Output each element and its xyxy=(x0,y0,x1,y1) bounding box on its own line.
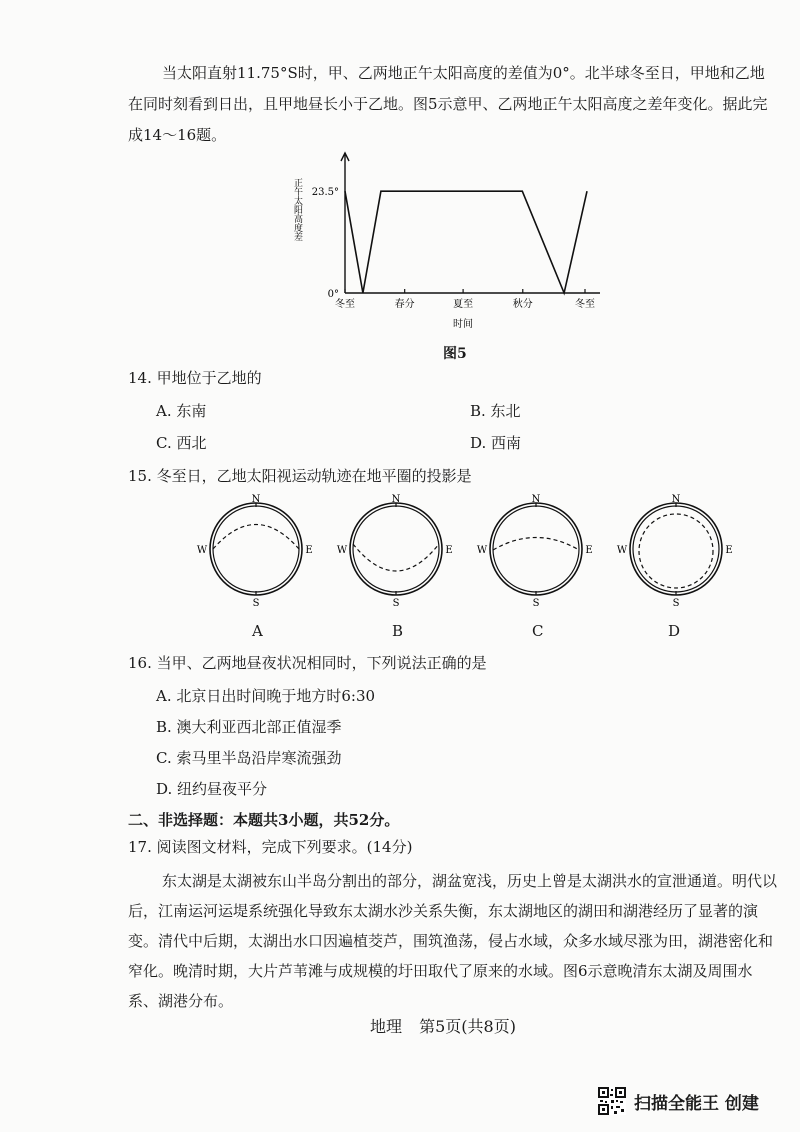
south-label: S xyxy=(252,598,260,608)
north-label: N xyxy=(671,494,681,505)
q16-option-c[interactable]: C. 索马里半岛沿岸寒流强劲 xyxy=(156,749,342,767)
q15-label-c: C xyxy=(532,622,544,640)
q17-stem: 17. 阅读图文材料，完成下列要求。(14分) xyxy=(128,838,413,856)
north-label: N xyxy=(531,494,541,505)
y-tick-label: 23.5° xyxy=(311,187,339,199)
q14-option-d[interactable]: D. 西南 xyxy=(470,434,522,452)
east-label: E xyxy=(305,545,313,556)
west-label: W xyxy=(616,545,628,556)
q17-passage: 东太湖是太湖被东山半岛分割出的部分，湖盆宽浅，历史上曾是太湖洪水的宣泄通道。明代以后，江南运河运堤系统强化导致东太湖水沙关系失衡，东太湖地区的湖田和湖港经历了显著的演变。清代中后期，太湖出水口因遍植茭芦，围筑渔荡，侵占水域，众多水域尽涨为田，湖港密化和窄化。晚清时期，大片芦苇滩与成规模的圩田取代了原来的水域。图6示意晚清东太湖及周围水系、湖港分布。 xyxy=(128,872,778,1010)
q15-label-a: A xyxy=(252,622,263,640)
sun-path-projection xyxy=(493,538,579,551)
q14-stem: 14. 甲地位于乙地的 xyxy=(128,369,262,387)
q15-label-d: D xyxy=(668,622,681,640)
chart-axes xyxy=(341,153,600,293)
footer-page-number: 第5页(共8页) xyxy=(419,1017,516,1036)
horizon-circle-inner xyxy=(213,506,299,592)
q16-option-b[interactable]: B. 澳大利亚西北部正值湿季 xyxy=(156,718,342,736)
south-label: S xyxy=(392,598,400,608)
q14-option-a[interactable]: A. 东南 xyxy=(156,402,207,420)
x-tick-label: 冬至 xyxy=(575,299,595,310)
series-line-height-difference xyxy=(345,191,587,293)
sun-path-projection xyxy=(353,544,439,571)
horizon-circle xyxy=(210,503,302,595)
page-footer xyxy=(370,1014,528,1037)
x-tick-label: 夏至 xyxy=(453,299,474,310)
y-axis-label: 正午太阳高度差 xyxy=(292,178,302,241)
q15-label-b: B xyxy=(392,622,404,640)
horizon-circle xyxy=(630,503,722,595)
x-tick-label: 春分 xyxy=(394,299,415,310)
horizon-circle-inner xyxy=(493,506,579,592)
x-tick-label: 秋分 xyxy=(512,299,533,310)
q14-option-c[interactable]: C. 西北 xyxy=(156,434,207,452)
horizon-circle-inner xyxy=(633,506,719,592)
q16-option-d[interactable]: D. 纽约昼夜平分 xyxy=(156,780,268,798)
east-label: E xyxy=(445,545,453,556)
south-label: S xyxy=(532,598,540,608)
west-label: W xyxy=(196,545,208,556)
q14-option-b[interactable]: B. 东北 xyxy=(470,402,521,420)
section2-header: 二、非选择题：本题共3小题，共52分。 xyxy=(128,811,400,829)
chart-series xyxy=(345,191,587,293)
east-label: E xyxy=(725,545,733,556)
footer-subject: 地理 xyxy=(370,1017,403,1036)
q15-diagram-a[interactable] xyxy=(196,490,316,608)
q15-diagram-b[interactable] xyxy=(336,490,456,608)
qr-code-icon xyxy=(598,1087,626,1115)
south-label: S xyxy=(672,598,680,608)
x-tick-label: 冬至 xyxy=(335,299,355,310)
west-label: W xyxy=(476,545,488,556)
x-axis-label: 时间 xyxy=(453,319,473,330)
chart-ticks xyxy=(292,178,595,330)
sun-path-projection xyxy=(213,525,299,550)
q15-diagram-d[interactable] xyxy=(616,490,736,608)
east-label: E xyxy=(585,545,593,556)
q15-stem: 15. 冬至日，乙地太阳视运动轨迹在地平圈的投影是 xyxy=(128,467,472,485)
sun-path-projection xyxy=(639,514,713,588)
intro-paragraph: 当太阳直射11.75°S时，甲、乙两地正午太阳高度的差值为0°。北半球冬至日，甲地和乙地在同时刻看到日出，且甲地昼长小于乙地。图5示意甲、乙两地正午太阳高度之差年变化。据此完成14～16题。 xyxy=(128,64,768,144)
watermark-text: 扫描全能王 创建 xyxy=(634,1093,759,1114)
q15-diagram-c[interactable] xyxy=(476,490,596,608)
y-tick-label: 0° xyxy=(327,289,339,300)
q16-option-a[interactable]: A. 北京日出时间晚于地方时6:30 xyxy=(156,687,376,705)
scanner-watermark xyxy=(598,1087,759,1115)
figure-5-caption: 图5 xyxy=(443,346,467,362)
west-label: W xyxy=(336,545,348,556)
horizon-circle-inner xyxy=(353,506,439,592)
north-label: N xyxy=(251,494,261,505)
horizon-circle xyxy=(490,503,582,595)
horizon-circle xyxy=(350,503,442,595)
q16-stem: 16. 当甲、乙两地昼夜状况相同时，下列说法正确的是 xyxy=(128,654,487,672)
figure-5-chart xyxy=(285,148,615,338)
north-label: N xyxy=(391,494,401,505)
